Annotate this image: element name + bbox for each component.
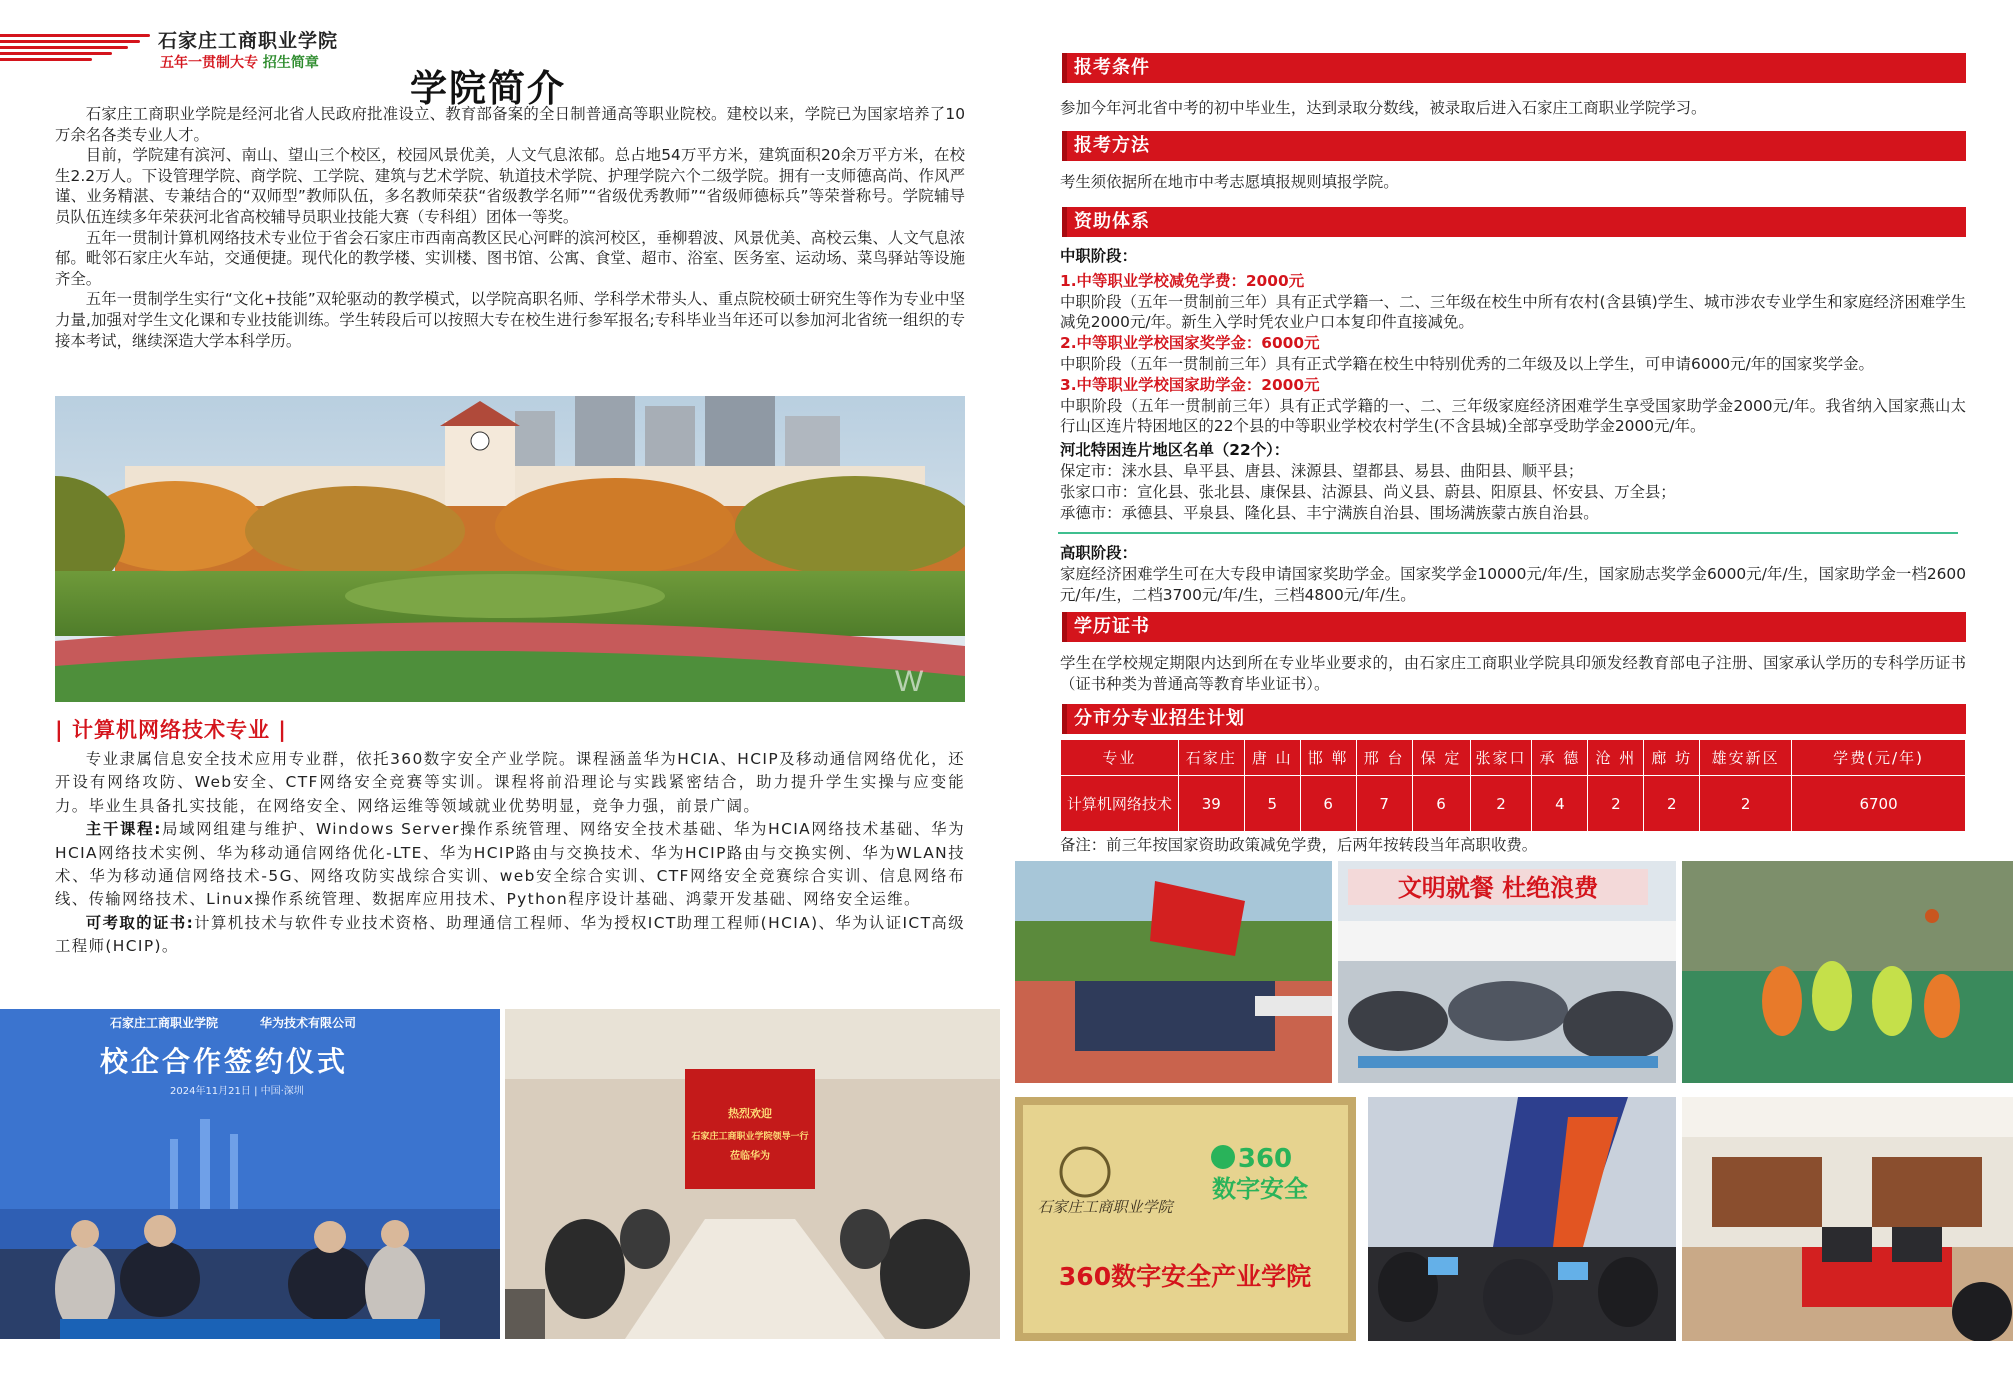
table-header-cell: 廊 坊 <box>1644 740 1700 776</box>
section-bar-diploma: 学历证书 <box>1062 612 1966 642</box>
intro-paragraph: 五年一贯制计算机网络技术专业位于省会石家庄市西南高教区民心河畔的滨河校区，垂柳碧波、风景优美、高校云集、人文气息浓郁。毗邻石家庄火车站，交通便捷。现代化的教学楼、实训楼、图书馆、公寓、食堂、超市、浴室、医务室、运动场、菜鸟驿站等设施齐全。 <box>55 228 965 288</box>
section-bar-plan: 分市分专业招生计划 <box>1062 704 1966 734</box>
canteen-photo <box>1338 861 1676 1083</box>
table-header-cell: 沧 州 <box>1588 740 1644 776</box>
table-row <box>1061 776 1966 832</box>
aid-higher-text: 家庭经济困难学生可在大专段申请国家奖助学金。国家奖学金10000元/年/生，国家励志奖学金6000元/年/生，国家助学金一档2600元/年/生，二档3700元/年/生，三档4800元/年/生。 <box>1060 564 1966 604</box>
aid-item-text: 中职阶段（五年一贯制前三年）具有正式学籍一、二、三年级在校生中所有农村(含县镇)学生、城市涉农专业学生和家庭经济困难学生减免2000元/年。新生入学时凭农业户口本复印件直接减免。 <box>1060 292 1966 332</box>
sign-org-left: 石家庄工商职业学院 <box>110 1016 219 1030</box>
table-cell: 4 <box>1532 776 1588 832</box>
major-certs <box>55 912 965 959</box>
diploma-text <box>1060 653 1966 695</box>
table-header-cell: 专业 <box>1061 740 1179 776</box>
brand-subtitle <box>160 52 319 72</box>
sign-org-right: 华为技术有限公司 <box>260 1016 357 1030</box>
courses-label: 主干课程: <box>85 820 162 839</box>
aid-item-title: 3.中等职业学校国家助学金：2000元 <box>1060 375 1320 394</box>
intro-title: 学院简介 <box>410 66 566 110</box>
table-cell: 2 <box>1470 776 1532 832</box>
canteen-banner: 文明就餐 杜绝浪费 <box>1397 874 1599 902</box>
basketball-photo <box>1682 861 2013 1083</box>
table-cell: 2 <box>1700 776 1792 832</box>
campus-photo <box>55 396 965 702</box>
courses-text: 局域网组建与维护、Windows Server操作系统管理、网络安全技术基础、华为HCIA网络技术基础、华为HCIA网络技术实例、华为移动通信网络优化-LTE、华为HCIP路由与交换技术、华为HCIP路由与交换实例、华为WLAN技术、华为移动通信网络技术-5G、网络攻防实战综合实训、web安全综合实训、CTF网络安全竞赛综合实训、信息网络布线、传输网络技术、Linux操作系统管理、数据库应用技术、Python程序设计基础、鸿蒙开发基础、网络安全运维。 <box>55 820 965 909</box>
watermark: W <box>895 665 924 698</box>
aid-item-title: 2.中等职业学校国家奖学金：6000元 <box>1060 334 1320 353</box>
section-bar-conditions: 报考条件 <box>1062 53 1966 83</box>
major-paragraph: 专业隶属信息安全技术应用专业群，依托360数字安全产业学院。课程涵盖华为HCIA、HCIP及移动通信网络优化，还开设有网络攻防、Web安全、CTF网络安全竞赛等实训。课程将前沿理论与实践紧密结合，助力提升学生实操与应变能力。毕业生具备扎实技能，在网络安全、网络运维等领域就业优势明显，竞争力强，前景广阔。 <box>55 750 965 815</box>
table-header-cell: 学费(元/年) <box>1792 740 1966 776</box>
plaque-school: 石家庄工商职业学院 <box>1037 1198 1173 1216</box>
region-title: 河北特困连片地区名单（22个）： <box>1060 441 1290 460</box>
table-cell: 2 <box>1644 776 1700 832</box>
conditions-paragraph: 参加今年河北省中考的初中毕业生，达到录取分数线，被录取后进入石家庄工商职业学院学习。 <box>1060 99 1707 117</box>
aid-item-title: 1.中等职业学校减免学费：2000元 <box>1060 271 1305 290</box>
table-cell: 39 <box>1178 776 1244 832</box>
aid-higher-label: 高职阶段： <box>1060 544 1137 562</box>
table-header-cell: 保 定 <box>1412 740 1470 776</box>
brand-stripes <box>0 34 150 64</box>
meeting-photo <box>505 1009 1000 1339</box>
divider-line <box>1058 532 1958 534</box>
section-bar-method: 报考方法 <box>1062 131 1966 161</box>
intro-text <box>55 104 965 351</box>
computer-lab-photo <box>1368 1097 1676 1341</box>
method-text <box>1060 172 1966 193</box>
table-header-cell: 邢 台 <box>1356 740 1412 776</box>
plaque-brand-num: 360 <box>1237 1144 1293 1174</box>
brand-sub-green: 招生简章 <box>262 55 319 71</box>
table-cell: 6700 <box>1792 776 1966 832</box>
intro-paragraph: 五年一贯制学生实行“文化+技能”双轮驱动的教学模式，以学院高职名师、学科学术带头人、重点院校硕士研究生等作为专业中坚力量,加强对学生文化课和专业技能训练。学生转段后可以按照大专在校生进行参军报名;专科毕业当年还可以参加河北省统一组织的专接本考试，继续深造大学本科学历。 <box>55 290 965 350</box>
brand-sub-red: 五年一贯制大专 <box>160 55 258 71</box>
certs-label: 可考取的证书: <box>85 913 195 932</box>
table-cell: 6 <box>1300 776 1356 832</box>
aid-item-text: 中职阶段（五年一贯制前三年）具有正式学籍在校生中特别优秀的二年级及以上学生，可申请6000元/年的国家奖学金。 <box>1060 354 1874 373</box>
sign-title: 校企合作签约仪式 <box>100 1045 349 1078</box>
major-text <box>55 748 965 959</box>
signing-ceremony-photo <box>0 1009 500 1339</box>
table-header-cell: 邯 郸 <box>1300 740 1356 776</box>
certs-text: 计算机技术与软件专业技术资格、助理通信工程师、华为授权ICT助理工程师(HCIA)、华为认证ICT高级工程师(HCIP)。 <box>55 913 965 956</box>
plaque-college: 360数字安全产业学院 <box>1058 1262 1312 1291</box>
brand-school-name: 石家庄工商职业学院 <box>158 30 339 52</box>
sign-date: 2024年11月21日 | 中国·深圳 <box>170 1086 304 1097</box>
library-photo <box>1682 1097 2013 1341</box>
table-header-cell: 承 德 <box>1532 740 1588 776</box>
aid-text <box>1060 246 1966 523</box>
conditions-text <box>1060 98 1966 119</box>
table-cell: 5 <box>1244 776 1300 832</box>
region-line: 张家口市：宣化县、张北县、康保县、沽源县、尚义县、蔚县、阳原县、怀安县、万全县； <box>1060 482 1676 501</box>
region-line: 保定市：涞水县、阜平县、唐县、涞源县、望都县、易县、曲阳县、顺平县； <box>1060 461 1584 480</box>
major-courses <box>55 818 965 912</box>
table-header-cell: 石家庄 <box>1178 740 1244 776</box>
table-header-row <box>1061 740 1966 776</box>
aid-item-text: 中职阶段（五年一贯制前三年）具有正式学籍的一、二、三年级家庭经济困难学生享受国家助学金2000元/年。我省纳入国家燕山太行山区连片特困地区的22个县的中等职业学校农村学生(不含县城)全部享受助学金2000元/年。 <box>1060 396 1966 436</box>
method-paragraph: 考生须依据所在地市中考志愿填报规则填报学院。 <box>1060 173 1399 191</box>
aid-higher <box>1060 543 1966 605</box>
intro-paragraph: 石家庄工商职业学院是经河北省人民政府批准设立、教育部备案的全日制普通高等职业院校。建校以来，学院已为国家培养了10万余名各类专业人才。 <box>55 105 965 144</box>
aid-secondary-label: 中职阶段： <box>1060 247 1137 265</box>
table-cell: 计算机网络技术 <box>1061 776 1179 832</box>
table-cell: 2 <box>1588 776 1644 832</box>
diploma-paragraph: 学生在学校规定期限内达到所在专业毕业要求的，由石家庄工商职业学院具印颁发经教育部电子注册、国家承认学历的专科学历证书（证书种类为普通高等教育毕业证书）。 <box>1060 654 1966 693</box>
table-cell: 7 <box>1356 776 1412 832</box>
table-header-cell: 雄安新区 <box>1700 740 1792 776</box>
region-line: 承德市：承德县、平泉县、隆化县、丰宁满族自治县、围场满族蒙古族自治县。 <box>1060 503 1599 522</box>
meeting-line3: 莅临华为 <box>730 1151 770 1162</box>
table-header-cell: 张家口 <box>1470 740 1532 776</box>
meeting-line2: 石家庄工商职业学院领导一行 <box>691 1132 809 1142</box>
enrollment-plan-table <box>1060 739 1966 832</box>
meeting-line1: 热烈欢迎 <box>728 1107 772 1120</box>
table-header-cell: 唐 山 <box>1244 740 1300 776</box>
plaque-photo <box>1015 1097 1356 1341</box>
plaque-brand-text: 数字安全 <box>1212 1175 1308 1203</box>
major-heading: | 计算机网络技术专业 | <box>55 718 287 742</box>
plan-note: 备注：前三年按国家资助政策减免学费，后两年按转段当年高职收费。 <box>1060 836 1538 854</box>
section-bar-aid: 资助体系 <box>1062 207 1966 237</box>
table-cell: 6 <box>1412 776 1470 832</box>
parade-photo <box>1015 861 1332 1083</box>
intro-paragraph: 目前，学院建有滨河、南山、望山三个校区，校园风景优美，人文气息浓郁。总占地54万平方米，建筑面积20余万平方米，在校生2.2万人。下设管理学院、商学院、工学院、建筑与艺术学院、轨道技术学院、护理学院六个二级学院。拥有一支师德高尚、作风严谨、业务精湛、专兼结合的“双师型”教师队伍，多名教师荣获“省级教学名师”“省级优秀教师”“省级师德标兵”等荣誉称号。学院辅导员队伍连续多年荣获河北省高校辅导员职业技能大赛（专科组）团体一等奖。 <box>55 146 965 226</box>
